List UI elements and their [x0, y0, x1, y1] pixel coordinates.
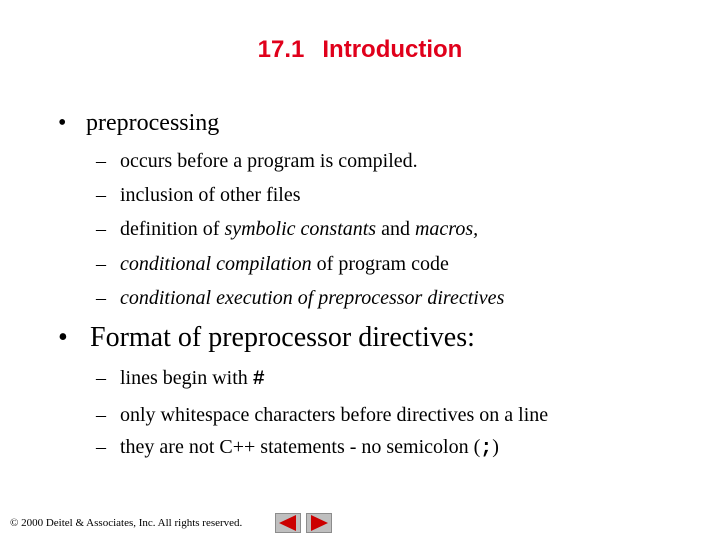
- subitem-text: of program code: [311, 253, 449, 275]
- subitem-emphasis: conditional execution of preprocessor directives: [120, 287, 505, 309]
- bullet-dot: •: [58, 322, 68, 353]
- subitem: – inclusion of other files: [96, 184, 301, 206]
- copyright-footer: [10, 517, 242, 529]
- code-token: ;: [480, 437, 493, 460]
- bullet-preprocessing: [58, 110, 219, 137]
- subitem: – only whitespace characters before directives on a line: [96, 404, 549, 426]
- subitem-text: inclusion of other files: [120, 184, 301, 206]
- triangle-right-icon[interactable]: [306, 513, 332, 533]
- subitem-text: definition of: [120, 218, 225, 240]
- subitem-text: ): [492, 436, 499, 458]
- bullet-text: Format of preprocessor directives:: [90, 322, 475, 353]
- slide-title: [0, 36, 720, 64]
- bullet-text: preprocessing: [86, 110, 220, 136]
- subitem: – occurs before a program is compiled.: [96, 150, 418, 172]
- bullet-dot: •: [58, 110, 67, 136]
- subitem-text: only whitespace characters before directives on a line: [120, 404, 549, 426]
- subitem: – they are not C++ statements - no semicolon (;): [96, 436, 499, 460]
- subitem-emphasis: macros,: [414, 218, 479, 240]
- subitem-text: they are not C++ statements - no semicolon (: [120, 436, 481, 458]
- subitem: – lines begin with #: [96, 367, 265, 391]
- subitem: – conditional execution of preprocessor directives: [96, 287, 505, 309]
- copyright-symbol: ©: [10, 517, 19, 529]
- slide-title-text: Introduction: [322, 36, 463, 63]
- subitem: – conditional compilation of program code: [96, 253, 449, 275]
- subitem-emphasis: conditional compilation: [120, 253, 312, 275]
- subitem-text: lines begin with: [120, 367, 253, 389]
- subitem-text: and: [376, 218, 415, 240]
- slide-number: 17.1: [257, 36, 305, 63]
- subitem-emphasis: symbolic constants: [224, 218, 377, 240]
- code-token: #: [252, 368, 265, 391]
- copyright-text: 2000 Deitel & Associates, Inc. All rights reserved.: [21, 517, 243, 529]
- triangle-left-icon[interactable]: [275, 513, 301, 533]
- subitem-text: occurs before a program is compiled.: [120, 150, 418, 172]
- subitem: – definition of symbolic constants and macros,: [96, 218, 479, 240]
- bullet-format: [58, 322, 475, 354]
